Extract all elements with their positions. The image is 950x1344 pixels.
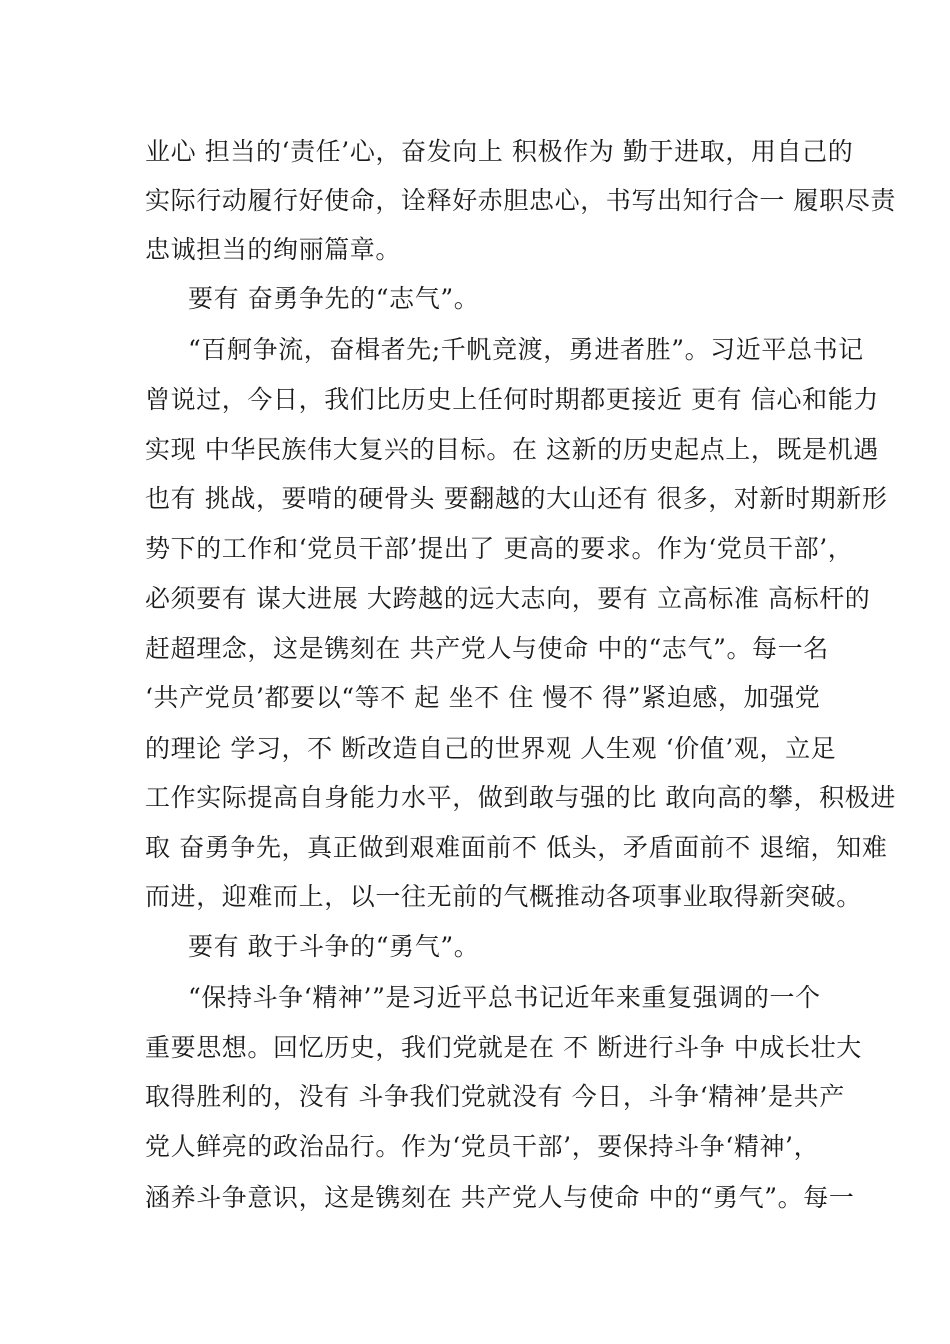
text-line: 取 奋勇争先，真正做到艰难面前不 低头，矛盾面前不 退缩，知难 <box>145 833 888 862</box>
text-line: 重要思想。回忆历史，我们党就是在 不 断进行斗争 中成长壮大 <box>145 1033 862 1062</box>
text-line: 势下的工作和‘党员干部’提出了 更高的要求。作为‘党员干部’， <box>145 534 854 563</box>
text-line: 忠诚担当的绚丽篇章。 <box>145 235 402 264</box>
text-line: 业心 担当的‘责任’心，奋发向上 积极作为 勤于进取，用自己的 <box>145 137 854 166</box>
text-line: 涵养斗争意识，这是镌刻在 共产党人与使命 中的“勇气”。每一 <box>145 1183 855 1212</box>
text-line: “百舸争流，奋楫者先;千帆竞渡，勇进者胜”。习近平总书记 <box>188 335 864 364</box>
text-line: 也有 挑战，要啃的硬骨头 要翻越的大山还有 很多，对新时期新形 <box>145 484 888 513</box>
text-line: 而进，迎难而上，以一往无前的气概推动各项事业取得新突破。 <box>145 882 862 911</box>
text-line: 取得胜利的，没有 斗争我们党就没有 今日，斗争‘精神’是共产 <box>145 1082 845 1111</box>
text-line: 实现 中华民族伟大复兴的目标。在 这新的历史起点上，既是机遇 <box>145 435 879 464</box>
text-line: 曾说过，今日，我们比历史上任何时期都更接近 更有 信心和能力 <box>145 385 879 414</box>
text-line: 的理论 学习，不 断改造自己的世界观 人生观 ‘价值’观，立足 <box>145 734 837 763</box>
section-heading: 要有 敢于斗争的“勇气”。 <box>188 932 480 961</box>
text-line: ‘共产党员’都要以“等不 起 坐不 住 慢不 得”紧迫感，加强党 <box>145 683 821 712</box>
text-line: 必须要有 谋大进展 大跨越的远大志向，要有 立高标准 高标杆的 <box>145 584 871 613</box>
section-heading: 要有 奋勇争先的“志气”。 <box>188 284 480 313</box>
text-line: “保持斗争‘精神’”是习近平总书记近年来重复强调的一个 <box>188 983 821 1012</box>
text-line: 工作实际提高自身能力水平，做到敢与强的比 敢向高的攀，积极进 <box>145 783 896 812</box>
text-line: 实际行动履行好使命，诠释好赤胆忠心，书写出知行合一 履职尽责 <box>145 186 896 215</box>
text-line: 赶超理念，这是镌刻在 共产党人与使命 中的“志气”。每一名 <box>145 634 829 663</box>
text-line: 党人鲜亮的政治品行。作为‘党员干部’，要保持斗争‘精神’， <box>145 1132 820 1161</box>
